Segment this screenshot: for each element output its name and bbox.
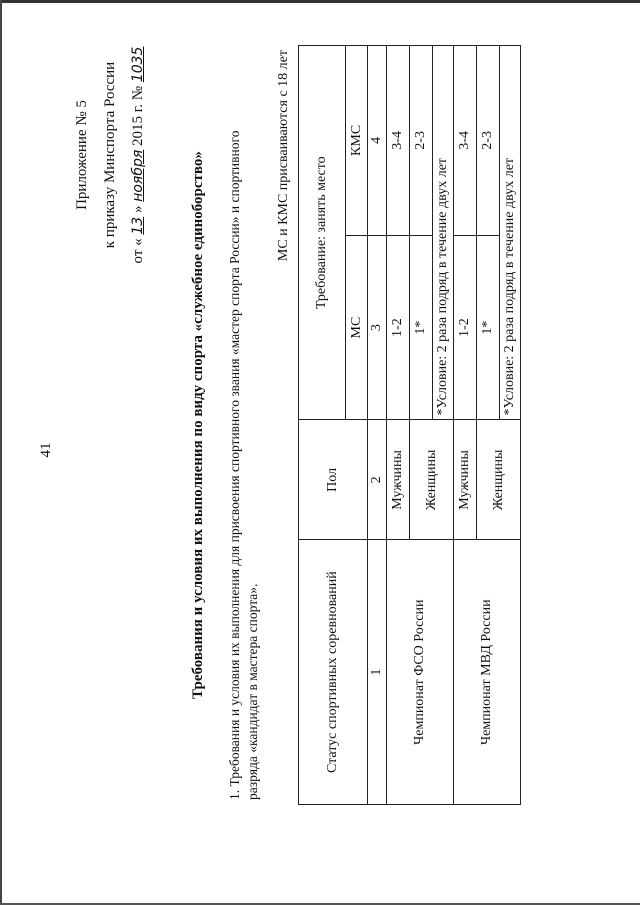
kms-cell: 3-4: [387, 46, 410, 236]
date-day: 13: [130, 216, 146, 235]
status-cell: Чемпионат ФСО России: [387, 540, 454, 805]
age-note: МС и КМС присваиваются с 18 лет: [276, 50, 291, 262]
ms-cell: 1*: [477, 235, 500, 420]
header-gender: Пол: [299, 420, 368, 540]
appendix-header: [68, 15, 152, 295]
status-cell: Чемпионат МВД России: [454, 540, 521, 805]
kms-cell: 3-4: [454, 46, 477, 236]
appendix-date-line: [124, 15, 152, 295]
header-kms: КМС: [346, 46, 368, 236]
gender-cell: Женщины: [410, 420, 454, 540]
requirements-table: [298, 45, 521, 805]
date-sep: »: [130, 205, 146, 214]
table-row: [387, 46, 410, 805]
intro-paragraph: 1. Требования и условия их выполнения для присвоения спортивного звания «мастер спорта России» и спортивного разряда «кандидат в мастера спорта».: [227, 130, 260, 800]
appendix-order-ref: к приказу Минспорта России: [102, 61, 118, 249]
table-header-row: [299, 46, 346, 805]
header-status: Статус спортивных соревнований: [299, 540, 368, 805]
gender-cell: Мужчины: [387, 420, 410, 540]
kms-cell: 2-3: [477, 46, 500, 236]
gender-cell: Мужчины: [454, 420, 477, 540]
header-ms: МС: [346, 235, 368, 420]
ms-cell: 1-2: [387, 235, 410, 420]
date-prefix: от «: [130, 238, 146, 264]
page-number: 41: [38, 442, 54, 458]
col-number-1: 1: [368, 540, 387, 805]
document-title: Требования и условия их выполнения по виду спорта «служебное единоборство»: [190, 151, 206, 699]
order-number: 1035: [130, 46, 146, 83]
col-number-2: 2: [368, 420, 387, 540]
date-month: ноября: [130, 149, 146, 202]
gender-cell: Женщины: [477, 420, 521, 540]
appendix-title: Приложение № 5: [74, 100, 90, 210]
col-number-3: 3: [368, 235, 387, 420]
kms-cell: 2-3: [410, 46, 433, 236]
ms-cell: 1-2: [454, 235, 477, 420]
condition-note: *Условие: 2 раза подряд в течение двух лет: [500, 46, 521, 420]
table-number-row: [368, 46, 387, 805]
condition-note: *Условие: 2 раза подряд в течение двух лет: [433, 46, 454, 420]
date-year: 2015 г. №: [130, 85, 146, 146]
header-requirement: Требование: занять место: [299, 46, 346, 420]
table-row: [454, 46, 477, 805]
ms-cell: 1*: [410, 235, 433, 420]
col-number-4: 4: [368, 46, 387, 236]
